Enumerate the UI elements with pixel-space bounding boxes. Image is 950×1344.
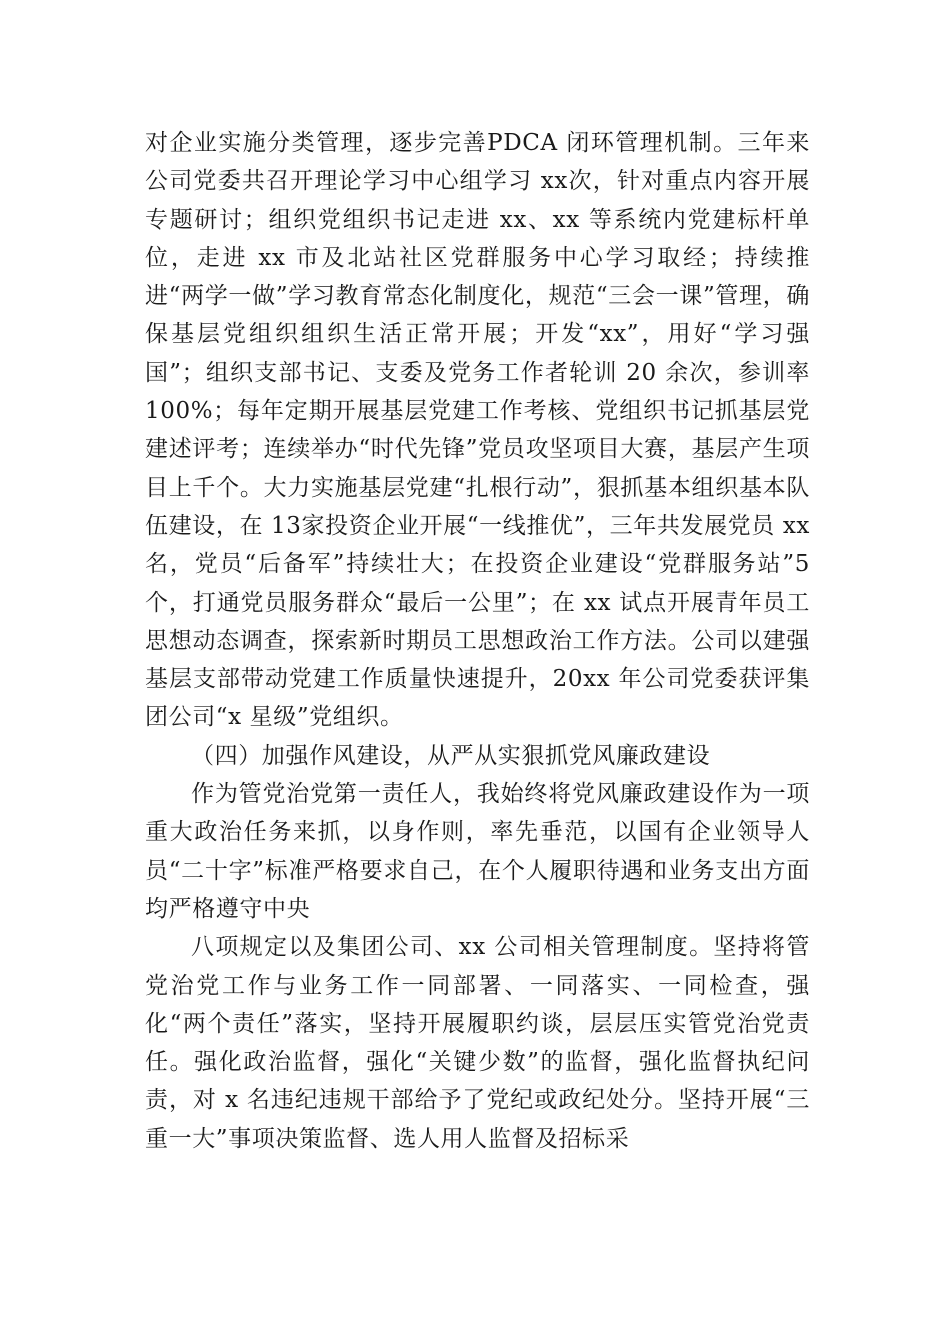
body-paragraph-party-building: 对企业实施分类管理，逐步完善PDCA 闭环管理机制。三年来公司党委共召开理论学习中心组学习 xx次，针对重点内容开展专题研讨；组织党组织书记走进 xx、xx 等系统内党建标杆单位，走进 xx 市及北站社区党群服务中心学习取经；持续推进“两学一做”学习教育常态化制度化，规范“三会一课”管理，确保基层党组织组织生活正常开展；开发“xx”，用好“学习强国”；组织支部书记、支委及党务工作者轮训 20 余次，参训率 100%；每年定期开展基层党建工作考核、党组织书记抓基层党建述评考；连续举办“时代先锋”党员攻坚项目大赛，基层产生项目上千个。大力实施基层党建“扎根行动”，狠抓基本组织基本队伍建设，在 13家投资企业开展“一线推优”，三年共发展党员 xx 名，党员“后备军”持续壮大；在投资企业建设“党群服务站”5个，打通党员服务群众“最后一公里”；在 xx 试点开展青年员工思想动态调查，探索新时期员工思想政治工作方法。公司以建强基层支部带动党建工作质量快速提升，20xx 年公司党委获评集团公司“x 星级”党组织。 [145, 130, 810, 731]
body-paragraph-eight-rules: 八项规定以及集团公司、xx 公司相关管理制度。坚持将管党治党工作与业务工作一同部署、一同落实、一同检查，强化“两个责任”落实，坚持开展履职约谈，层层压实管党治党责任。强化政治监督，强化“关键少数”的监督，强化监督执纪问责，对 x 名违纪违规干部给予了党纪或政纪处分。坚持开展“三重一大”事项决策监督、选人用人监督及招标采 [145, 934, 810, 1152]
document-page [145, 124, 810, 1158]
body-paragraph-responsibility: 作为管党治党第一责任人，我始终将党风廉政建设作为一项重大政治任务来抓，以身作则，率先垂范，以国有企业领导人员“二十字”标准严格要求自己，在个人履职待遇和业务支出方面均严格遵守中央 [145, 781, 810, 922]
section-heading-4: （四）加强作风建设，从严从实狠抓党风廉政建设 [191, 742, 711, 769]
